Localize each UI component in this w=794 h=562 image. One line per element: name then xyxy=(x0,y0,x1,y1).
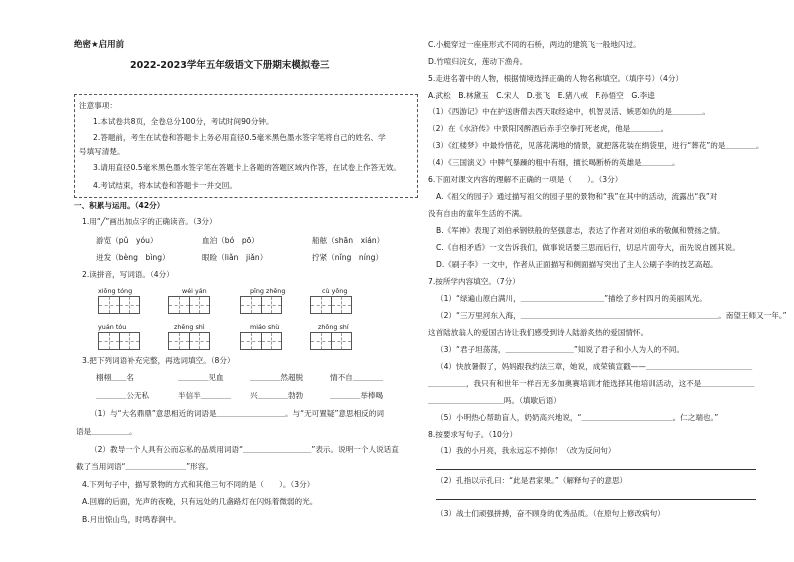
question-text: 这首陆放翁人的爱国古诗让我们感受到诗人陆游炙热的爱国情怀。 xyxy=(428,328,649,337)
fill-line[interactable]: （5）小明热心帮助盲人，奶奶高兴地说，“＿＿＿＿＿＿＿＿＿＿＿＿。仁之端也。” xyxy=(436,413,719,422)
option-b: B.《军神》表现了刘伯承钢铁般的坚强意志，表达了作者对刘伯承的敬佩和赞扬之情。 xyxy=(436,226,725,235)
fill-line[interactable]: （1）“绿遍山原白满川，＿＿＿＿＿＿＿＿＿＿＿”描绘了乡村四月的美丽风光。 xyxy=(436,294,707,303)
question-text: （3）《红楼梦》中最怜惜花，见落花满地的情景，就把落花装在绢袋里，进行“葬花”的是＿＿＿＿。 xyxy=(428,141,764,150)
question-text: 截了当用词语“＿＿＿＿＿＿＿＿”形容。 xyxy=(76,462,213,471)
writing-grid[interactable] xyxy=(168,332,210,350)
right-column xyxy=(428,0,787,562)
option-a: A.回廊的后面，光声的夜晚，只有远处的几盏路灯在闪烁着微弱的光。 xyxy=(82,497,318,506)
pinyin-label: zhōng shí xyxy=(318,323,349,331)
question-text: 语是＿＿＿＿＿。 xyxy=(76,427,137,436)
pinyin-choice[interactable]: 血泊（bó pō） xyxy=(202,236,259,245)
answer-line[interactable] xyxy=(436,469,756,470)
question-prompt: 4.下列句子中，描写景物的方式和其他三句不同的是（ ）。（3分） xyxy=(82,480,315,489)
question-text: （1）《西游记》中在护送唐僧去西天取经途中，机智灵活、嫉恶如仇的是＿＿＿＿。 xyxy=(428,107,710,116)
idiom-blank[interactable]: 情不自＿＿＿＿ xyxy=(330,373,384,382)
option-a: A.《祖父的园子》通过描写祖父的园子里的景物和“我”在其中的活动，流露出“我”对 xyxy=(436,192,718,201)
pinyin-label: zhēng shì xyxy=(174,323,205,331)
option-d: D.竹喧归浣女，莲动下渔舟。 xyxy=(428,57,528,66)
idiom-blank[interactable]: ＿＿＿＿然超脱 xyxy=(250,373,304,382)
pinyin-label: wéi yán xyxy=(182,287,207,295)
pinyin-label: cù yōng xyxy=(322,287,348,295)
fill-line[interactable]: ＿＿＿＿＿，我只有和世年一样百无多加奥赛培训才能选择其他培训活动，这不是＿＿＿＿＿＿＿ xyxy=(428,379,755,388)
writing-grid[interactable] xyxy=(310,332,352,350)
idiom-blank[interactable]: 栩栩＿＿名 xyxy=(96,373,134,382)
question-prompt: 7.按所学内容填空。（7分） xyxy=(428,277,520,286)
option-d: D.《刷子李》一文中，作者从正面描写和侧面描写突出了主人公刷子李的技艺高超。 xyxy=(436,260,718,269)
idiom-blank[interactable]: ＿＿＿＿举棒喝 xyxy=(330,391,384,400)
left-column xyxy=(74,0,422,562)
question-prompt: 2.读拼音，写词语。（4分） xyxy=(82,270,174,279)
section-heading: 一、积累与运用。（42分） xyxy=(74,201,165,210)
option-c: C.小艇穿过一座座形式不同的石桥，两边的建筑飞一般地闪过。 xyxy=(428,40,641,49)
pinyin-label: pīng zhēng xyxy=(250,287,286,295)
idiom-blank[interactable]: ＿＿＿＿见血 xyxy=(178,373,224,382)
notice-item: 3.请用直径0.5毫米黑色墨水签字笔在答题卡上各题的答题区域内作答，在试卷上作答无效。 xyxy=(93,163,401,172)
answer-line[interactable] xyxy=(436,499,756,500)
fill-line[interactable]: （2）“三万里河东入海，＿＿＿＿＿＿＿＿＿＿＿＿＿＿＿＿＿＿＿＿＿＿＿＿＿＿。南望王师又一年。” xyxy=(436,311,787,320)
question-prompt: 3.把下列词语补充完整，再选词填空。（8分） xyxy=(82,356,235,365)
question-prompt: 5.走进名著中的人物，根据情境选择正确的人物名称填空。（填序号）（4分） xyxy=(428,74,684,83)
idiom-blank[interactable]: ＿＿＿＿公无私 xyxy=(96,391,150,400)
pinyin-choice[interactable]: 游览（pǔ yóu） xyxy=(96,236,158,245)
notice-heading: 注意事项： xyxy=(79,101,117,110)
writing-grid[interactable] xyxy=(240,332,282,350)
question-text: （2）教导一个人具有公而忘私的品质用词语“＿＿＿＿＿＿＿＿＿”表示。说明一个人说话直 xyxy=(90,445,399,454)
fill-line[interactable]: （4）快放暑假了，妈妈跟我约法三章，她说，成荣镇宣戳——＿＿＿＿＿＿＿＿＿＿＿＿＿＿ xyxy=(436,362,753,371)
question-prompt: 1.用“╱”画出加点字的正确读音。（3分） xyxy=(82,217,217,226)
notice-item: 4.考试结束，将本试卷和答题卡一并交回。 xyxy=(93,181,237,190)
writing-grid[interactable] xyxy=(98,332,140,350)
pinyin-choice[interactable]: 船舷（shān xián） xyxy=(312,236,385,245)
notice-item: 号填写清楚。 xyxy=(79,147,125,156)
question-text: （4）《三国演义》中脾气暴躁的粗中有细，擅长喝断桥的英雄是＿＿＿＿。 xyxy=(428,158,680,167)
question-text: （1）我的小月亮，我永远忘不掉你！（改为反问句） xyxy=(436,446,616,455)
question-text: （2）在《水浒传》中景阳冈醉酒后赤手空拳打死老虎，他是＿＿＿＿。 xyxy=(428,124,669,133)
writing-grid[interactable] xyxy=(168,296,210,314)
pinyin-choice[interactable]: 迸发（bèng bìng） xyxy=(96,253,170,262)
writing-grid[interactable] xyxy=(240,296,282,314)
question-text: （1）与“大名鼎鼎”意思相近的词语是＿＿＿＿＿＿＿＿＿。与“无可置疑”意思相反的词 xyxy=(90,409,384,418)
fill-line[interactable]: ＿＿＿＿＿＿＿＿＿＿吗。（填歇后语） xyxy=(428,396,561,405)
question-prompt: 8.按要求写句子。（10分） xyxy=(428,430,518,439)
option-b: B.月出惊山鸟，时鸣春涧中。 xyxy=(82,515,181,524)
exam-title: 2022-2023学年五年级语文下册期末模拟卷三 xyxy=(130,60,330,71)
pinyin-choice[interactable]: 拧紧（nǐng níng） xyxy=(312,253,384,262)
pinyin-choice[interactable]: 眼睑（liǎn jiǎn） xyxy=(202,253,268,262)
notice-box xyxy=(74,94,418,198)
writing-grid[interactable] xyxy=(98,296,140,314)
option-c: C.《自相矛盾》一文告诉我们，做事说话要三思而后行，切忌片面夸大，而先说自圆其说。 xyxy=(436,243,740,252)
option-a-cont: 没有自由的童年生活的不满。 xyxy=(428,209,527,218)
idiom-blank[interactable]: 半信半＿＿＿＿ xyxy=(178,391,232,400)
notice-item: 2.答题前，考生在试卷和答题卡上务必用直径0.5毫米黑色墨水签字笔将自己的姓名、学 xyxy=(93,133,386,142)
question-text: （2）孔指以示孔曰：“此是君家果。”（解释句子的意思） xyxy=(436,476,628,485)
pinyin-label: miáo shù xyxy=(250,323,280,331)
writing-grid[interactable] xyxy=(310,296,352,314)
notice-item: 1.本试卷共8页，全卷总分100分，考试时间90分钟。 xyxy=(93,117,274,126)
secret-label: 绝密★启用前 xyxy=(74,40,125,50)
pinyin-label: yuán tóu xyxy=(98,323,127,331)
options-list: A.武松 B.林黛玉 C.宋人 D.张飞 E.猪八戒 F.孙悟空 G.李逵 xyxy=(428,91,655,100)
idiom-blank[interactable]: 兴＿＿＿＿勃勃 xyxy=(250,391,304,400)
fill-line[interactable]: （3）“君子坦荡荡，＿＿＿＿＿＿＿＿＿”知说了君子和小人为人的不同。 xyxy=(436,345,685,354)
pinyin-label: xiōng tóng xyxy=(98,287,133,295)
question-prompt: 6.下面对课文内容的理解不正确的一项是（ ）。（3分） xyxy=(428,175,623,184)
question-text: （3）战士们顽强拼搏，奋不顾身的优秀品质。（在原句上修改病句） xyxy=(436,509,665,518)
